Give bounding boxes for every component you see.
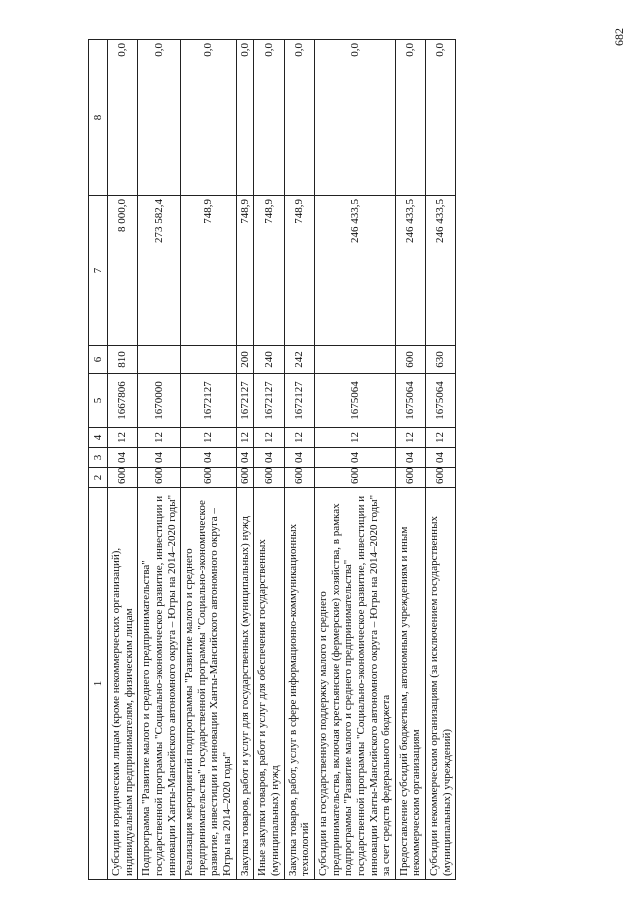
cell-target-article: 1675064 — [426, 374, 456, 428]
cell-ministry: 600 — [284, 468, 314, 488]
cell-expense-type — [138, 346, 181, 374]
cell-expense-type — [181, 346, 237, 374]
row-name: Подпрограмма "Развитие малого и среднего предпринимательства" государственной программы "Социально-экономическое развитие, инвестиции и инновации Ханты-Мансийского автономного округа – Югры на 2014–2020 годы" — [138, 488, 181, 880]
cell-section: 04 — [108, 448, 138, 468]
table-row — [236, 40, 254, 880]
cell-amount-federal: 0,0 — [314, 40, 395, 196]
cell-amount-federal: 0,0 — [138, 40, 181, 196]
cell-subsection: 12 — [108, 428, 138, 448]
cell-amount: 273 582,4 — [138, 196, 181, 346]
cell-ministry: 600 — [108, 468, 138, 488]
cell-section: 04 — [236, 448, 254, 468]
cell-amount-federal: 0,0 — [108, 40, 138, 196]
row-name: Субсидии на государственную поддержку малого и среднего предпринимательства, включая крестьянские (фермерские) хозяйства, в рамках подпрограммы "Развитие малого и среднего предпринимательства" государственной программы "Социально-экономическое развитие, инвестиции и инновации Ханты-Мансийского автономного округа – Югры на 2014–2020 годы" за счет средств федерального бюджета — [314, 488, 395, 880]
cell-ministry: 600 — [314, 468, 395, 488]
cell-ministry: 600 — [236, 468, 254, 488]
cell-target-article: 1672127 — [284, 374, 314, 428]
cell-subsection: 12 — [254, 428, 284, 448]
cell-amount-federal: 0,0 — [181, 40, 237, 196]
column-header: 1 — [89, 488, 108, 880]
row-name: Предоставление субсидий бюджетным, автономным учреждениям и иным некоммерческим организациям — [395, 488, 425, 880]
column-header: 7 — [89, 196, 108, 346]
cell-amount: 8 000,0 — [108, 196, 138, 346]
cell-target-article: 1672127 — [236, 374, 254, 428]
cell-expense-type — [314, 346, 395, 374]
cell-subsection: 12 — [395, 428, 425, 448]
cell-ministry: 600 — [395, 468, 425, 488]
cell-amount: 246 433,5 — [395, 196, 425, 346]
header-row — [89, 40, 108, 880]
rotated-page-content — [88, 40, 598, 880]
cell-expense-type: 240 — [254, 346, 284, 374]
row-name: Субсидии юридическим лицам (кроме некоммерческих организаций), индивидуальным предпринимателям, физическим лицам — [108, 488, 138, 880]
cell-amount: 246 433,5 — [426, 196, 456, 346]
column-header: 5 — [89, 374, 108, 428]
cell-ministry: 600 — [254, 468, 284, 488]
table-row — [284, 40, 314, 880]
cell-expense-type: 242 — [284, 346, 314, 374]
table-row — [314, 40, 395, 880]
cell-expense-type: 200 — [236, 346, 254, 374]
cell-section: 04 — [181, 448, 237, 468]
row-name: Закупка товаров, работ, услуг в сфере информационно-коммуникационных технологий — [284, 488, 314, 880]
row-name: Реализация мероприятий подпрограммы "Развитие малого и среднего предпринимательства" государственной программы "Социально-экономическое развитие, инвестиции и инновации Ханты-Мансийского автономного округа – Югры на 2014–2020 годы" — [181, 488, 237, 880]
cell-subsection: 12 — [426, 428, 456, 448]
cell-amount: 748,9 — [236, 196, 254, 346]
cell-amount: 748,9 — [254, 196, 284, 346]
row-name: Иные закупки товаров, работ и услуг для обеспечения государственных (муниципальных) нужд — [254, 488, 284, 880]
column-header: 3 — [89, 448, 108, 468]
column-header: 8 — [89, 40, 108, 196]
cell-target-article: 1670000 — [138, 374, 181, 428]
table-header — [89, 40, 108, 880]
cell-target-article: 1667806 — [108, 374, 138, 428]
page-number: 682 — [612, 28, 626, 46]
cell-expense-type: 810 — [108, 346, 138, 374]
cell-subsection: 12 — [314, 428, 395, 448]
budget-table — [88, 39, 456, 880]
cell-section: 04 — [138, 448, 181, 468]
cell-expense-type: 630 — [426, 346, 456, 374]
table-row — [395, 40, 425, 880]
cell-amount-federal: 0,0 — [395, 40, 425, 196]
column-header: 6 — [89, 346, 108, 374]
cell-target-article: 1672127 — [181, 374, 237, 428]
cell-subsection: 12 — [236, 428, 254, 448]
table-body — [108, 40, 456, 880]
cell-target-article: 1675064 — [314, 374, 395, 428]
cell-expense-type: 600 — [395, 346, 425, 374]
table-row — [138, 40, 181, 880]
table-row — [108, 40, 138, 880]
cell-ministry: 600 — [138, 468, 181, 488]
cell-section: 04 — [254, 448, 284, 468]
cell-subsection: 12 — [284, 428, 314, 448]
cell-amount: 246 433,5 — [314, 196, 395, 346]
cell-section: 04 — [395, 448, 425, 468]
cell-amount-federal: 0,0 — [426, 40, 456, 196]
cell-section: 04 — [426, 448, 456, 468]
cell-subsection: 12 — [181, 428, 237, 448]
table-row — [181, 40, 237, 880]
cell-ministry: 600 — [426, 468, 456, 488]
cell-ministry: 600 — [181, 468, 237, 488]
cell-amount-federal: 0,0 — [284, 40, 314, 196]
cell-section: 04 — [284, 448, 314, 468]
column-header: 2 — [89, 468, 108, 488]
cell-amount-federal: 0,0 — [254, 40, 284, 196]
cell-amount: 748,9 — [284, 196, 314, 346]
row-name: Закупка товаров, работ и услуг для государственных (муниципальных) нужд — [236, 488, 254, 880]
row-name: Субсидии некоммерческим организациям (за исключением государственных (муниципальных) учреждений) — [426, 488, 456, 880]
cell-subsection: 12 — [138, 428, 181, 448]
cell-amount-federal: 0,0 — [236, 40, 254, 196]
cell-target-article: 1672127 — [254, 374, 284, 428]
cell-target-article: 1675064 — [395, 374, 425, 428]
table-row — [254, 40, 284, 880]
cell-section: 04 — [314, 448, 395, 468]
table-row — [426, 40, 456, 880]
cell-amount: 748,9 — [181, 196, 237, 346]
column-header: 4 — [89, 428, 108, 448]
